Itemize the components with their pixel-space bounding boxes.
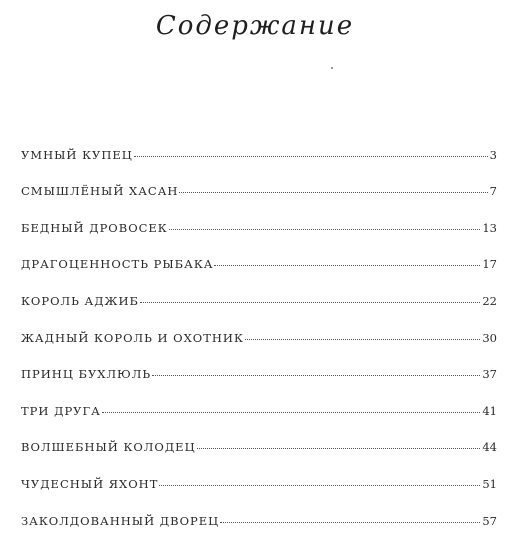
toc-entry-title: ТРИ ДРУГА <box>21 403 101 418</box>
toc-entry[interactable] <box>21 428 497 465</box>
toc-entry-title: СМЫШЛЁНЫЙ ХАСАН <box>21 184 179 199</box>
dot-leader <box>152 375 480 376</box>
toc-entry[interactable] <box>21 355 497 392</box>
toc-entry-title: БЕДНЫЙ ДРОВОСЕК <box>21 220 168 235</box>
toc-entry-title: УМНЫЙ КУПЕЦ <box>21 147 133 162</box>
toc-entry-title: ВОЛШЕБНЫЙ КОЛОДЕЦ <box>21 440 196 455</box>
toc-entry-page: 57 <box>482 513 497 528</box>
dot-leader <box>220 522 480 523</box>
dot-leader <box>169 229 481 230</box>
dot-leader <box>134 156 488 157</box>
dot-leader <box>197 448 481 449</box>
scan-speck <box>331 67 333 69</box>
toc-entry-page: 44 <box>482 440 497 455</box>
dot-leader <box>159 485 480 486</box>
toc-entry-page: 13 <box>482 220 497 235</box>
toc-entry-title: КОРОЛЬ АДЖИБ <box>21 293 139 308</box>
dot-leader <box>214 265 480 266</box>
toc-entry-title: ЧУДЕСНЫЙ ЯХОНТ <box>21 476 159 491</box>
toc-entry[interactable] <box>21 245 497 282</box>
toc-entry[interactable] <box>21 172 497 209</box>
toc-entry[interactable] <box>21 501 497 538</box>
toc-entry[interactable] <box>21 208 497 245</box>
toc-entry-page: 22 <box>482 293 497 308</box>
toc-entry-title: ДРАГОЦЕННОСТЬ РЫБАКА <box>21 257 214 272</box>
toc-entry-title: ПРИНЦ БУХЛЮЛЬ <box>21 367 152 382</box>
dot-leader <box>179 192 487 193</box>
toc-entry[interactable] <box>21 464 497 501</box>
toc-entry-page: 41 <box>482 403 497 418</box>
toc-entry-title: ЗАКОЛДОВАННЫЙ ДВОРЕЦ <box>21 513 220 528</box>
toc-entry-page: 37 <box>482 367 497 382</box>
toc-entry-title: ЖАДНЫЙ КОРОЛЬ И ОХОТНИК <box>21 330 244 345</box>
toc-entry[interactable] <box>21 391 497 428</box>
toc-entry[interactable] <box>21 318 497 355</box>
page-title: Содержание <box>155 11 355 41</box>
toc-entry-page: 3 <box>489 147 497 162</box>
toc-entry[interactable] <box>21 281 497 318</box>
toc-entry-page: 7 <box>489 184 497 199</box>
toc-entry[interactable] <box>21 135 497 172</box>
dot-leader <box>245 339 481 340</box>
toc-entry-page: 30 <box>482 330 497 345</box>
table-of-contents <box>21 135 497 538</box>
dot-leader <box>102 412 481 413</box>
toc-entry-page: 51 <box>482 476 497 491</box>
dot-leader <box>140 302 480 303</box>
toc-entry-page: 17 <box>482 257 497 272</box>
